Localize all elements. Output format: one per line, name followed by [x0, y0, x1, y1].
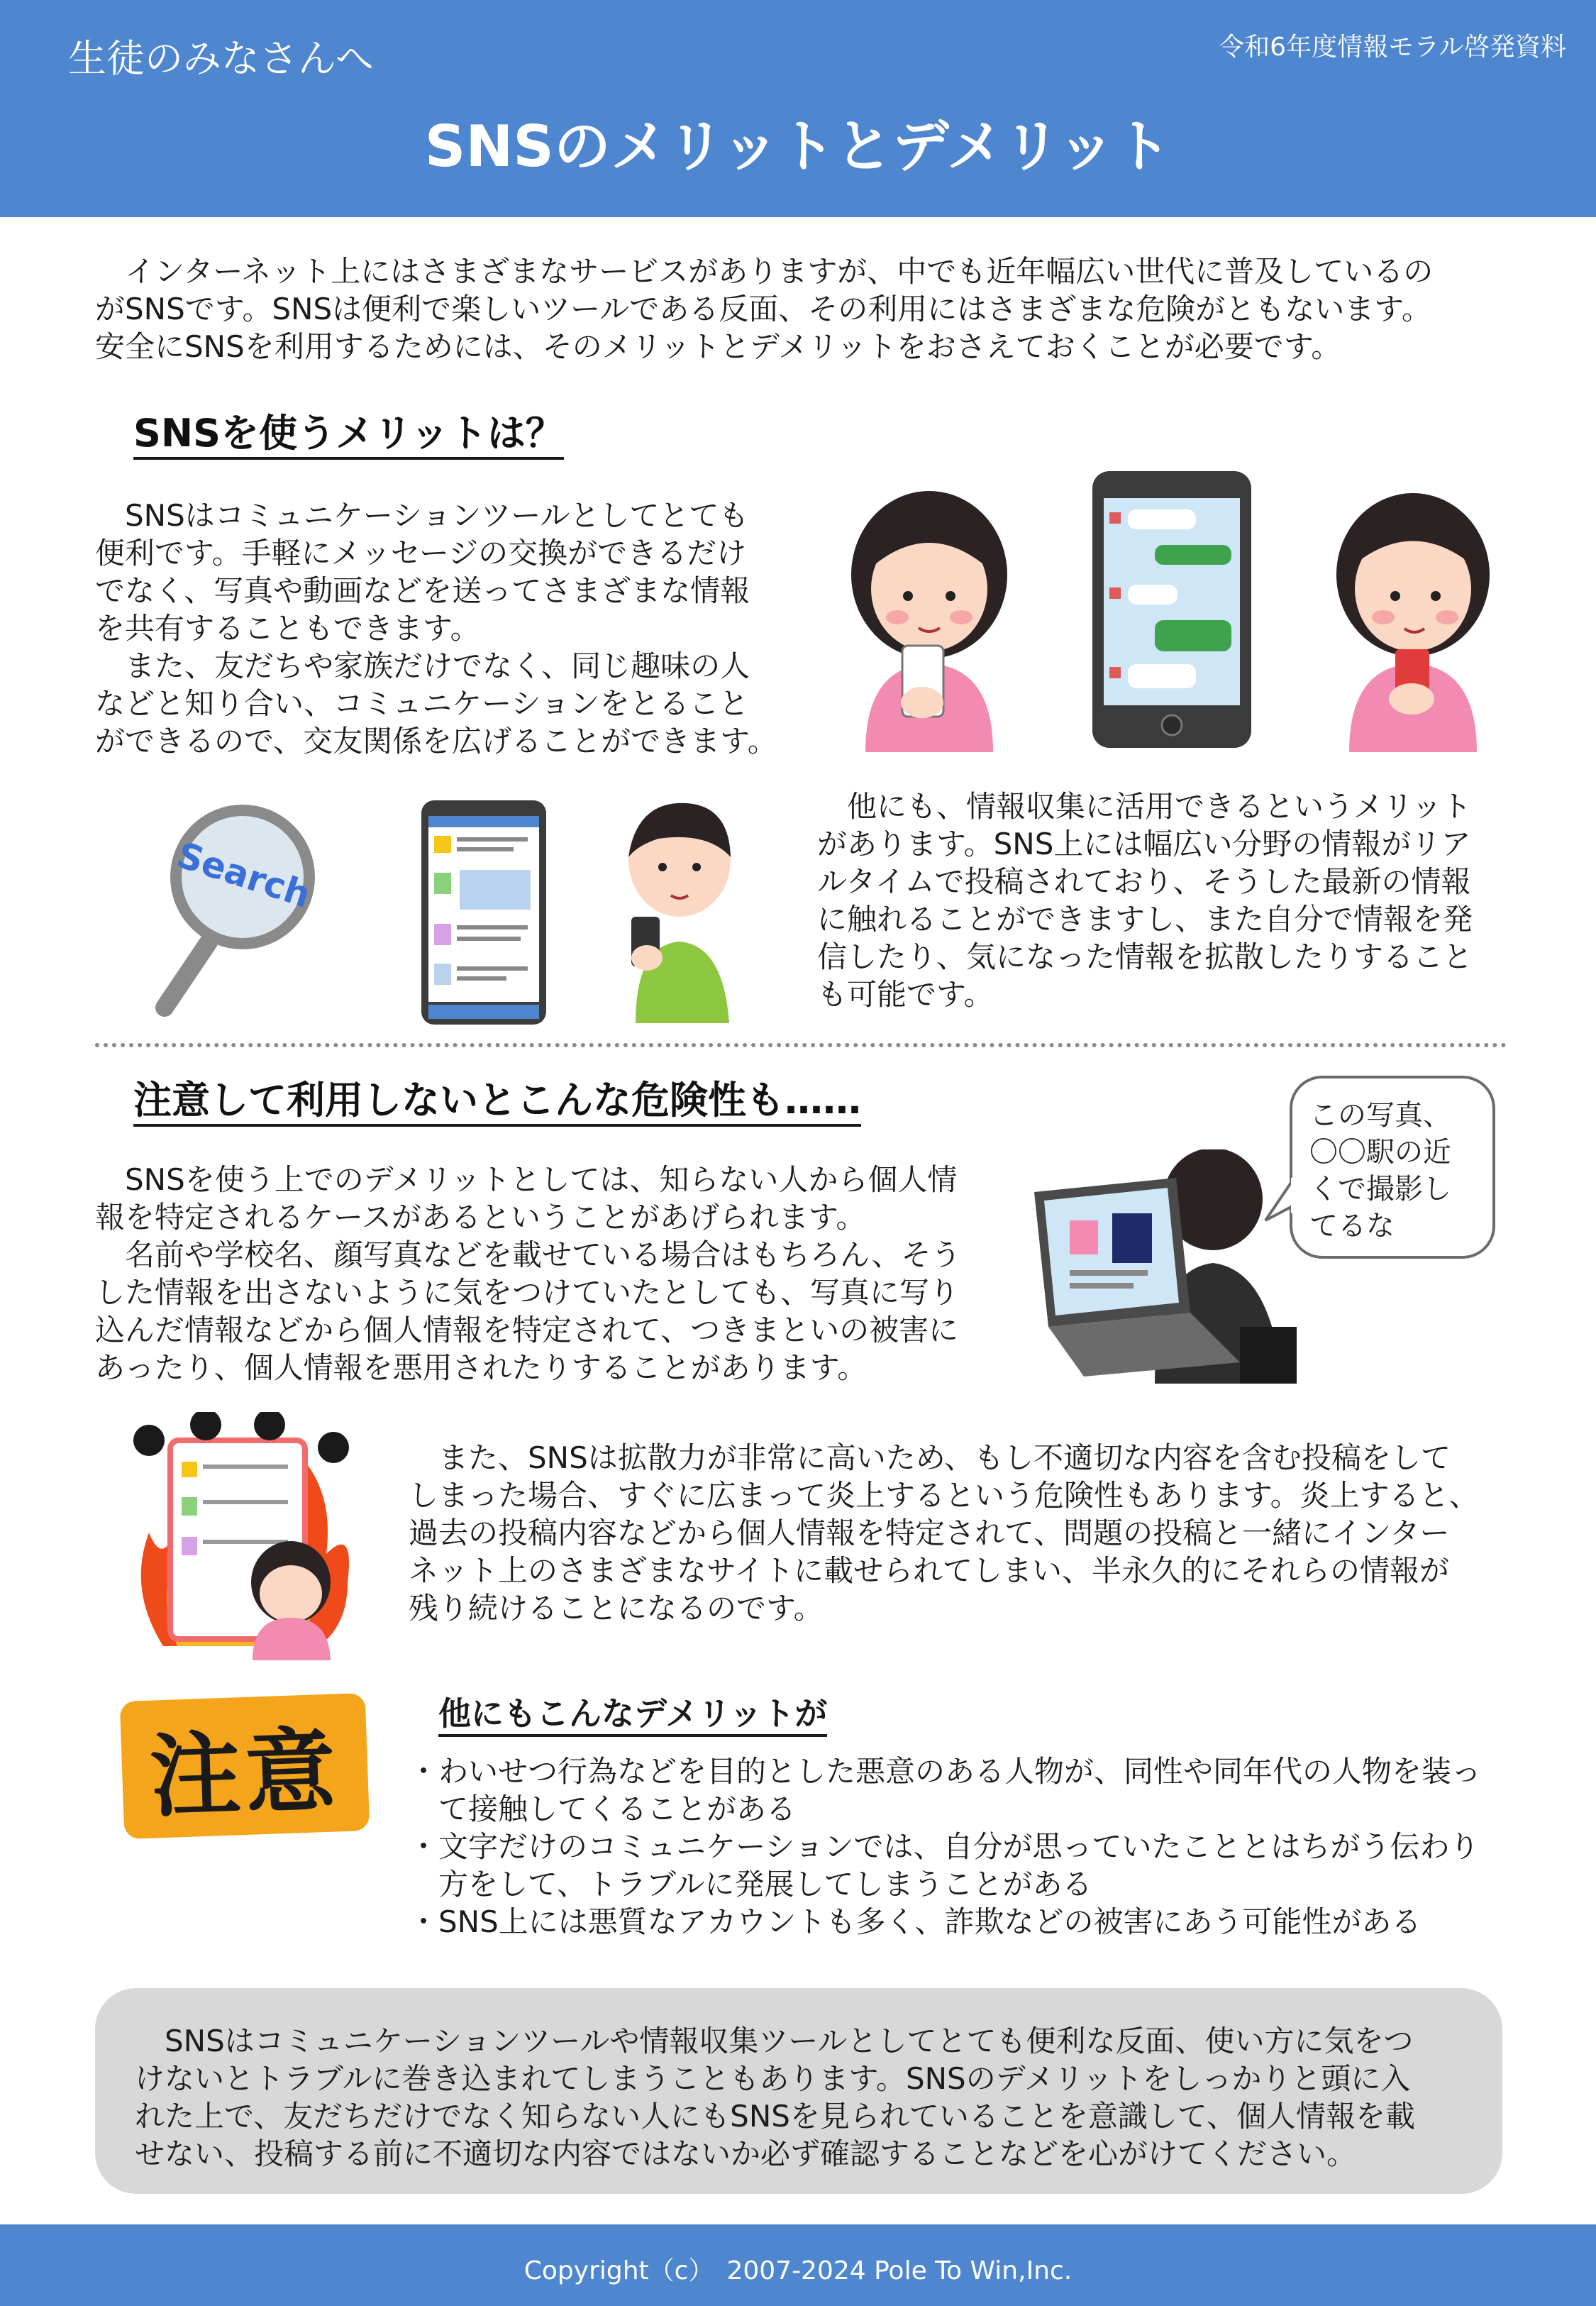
other-demerits-heading: 他にもこんなデメリットが: [438, 1694, 827, 1737]
text-line: ネット上のさまざまなサイトに載せられてしまい、半永久的にそれらの情報が: [409, 1553, 1450, 1588]
document-tag: 令和6年度情報モラル啓発資料: [1219, 33, 1566, 62]
merits-heading: SNSを使うメリットは？: [133, 411, 564, 460]
summary-line: せない、投稿する前に不適切な内容ではないか必ず確認することなどを心がけてください。: [135, 2136, 1357, 2171]
summary-line: SNSはコミュニケーションツールや情報収集ツールとしてとても便利な反面、使い方に気をつ: [135, 2024, 1414, 2058]
text-line: 他にも、情報収集に活用できるというメリット: [817, 789, 1472, 824]
text-line: 便利です。手軽にメッセージの交換ができるだけ: [95, 536, 747, 570]
bubble-line: 〇〇駅の近: [1309, 1136, 1451, 1169]
summary-box: [95, 1988, 1502, 2194]
text-line: 過去の投稿内容などから個人情報を特定されて、問題の投稿と一緒にインター: [409, 1516, 1450, 1550]
boy-with-phone-illustration: [616, 796, 743, 1023]
bubble-line: この写真、: [1309, 1099, 1451, 1132]
text-line: しまった場合、すぐに広まって炎上するという危険性もあります。炎上すると、: [409, 1478, 1479, 1513]
text-line: 残り続けることになるのです。: [409, 1591, 824, 1626]
risks-paragraph-2: [409, 1439, 1515, 1627]
other-demerits-list-wrapper: [409, 1753, 1487, 1941]
text-line: に触れることができますし、また自分で情報を発: [817, 902, 1473, 937]
search-magnifier-illustration: [152, 800, 322, 1020]
text-line: 込んだ情報などから個人情報を特定されて、つきまといの被害に: [95, 1313, 959, 1347]
section-divider: [95, 1043, 1507, 1047]
page-title: SNSのメリットとデメリット: [424, 114, 1172, 180]
bubble-line: てるな: [1309, 1210, 1395, 1242]
text-line: また、友だちや家族だけでなく、同じ趣味の人: [95, 649, 750, 683]
caution-label: 注意: [148, 1718, 342, 1831]
text-line: した情報を出さないように気をつけていたとしても、写真に写り: [95, 1275, 960, 1310]
text-line: などと知り合い、コミュニケーションをとること: [95, 686, 749, 721]
text-line: も可能です。: [817, 977, 994, 1012]
list-item: ・文字だけのコミュニケーションでは、自分が思っていたこととはちがう伝わり方をして、トラブルに発展してしまうことがある: [409, 1829, 1480, 1902]
intro-line: がSNSです。SNSは便利で楽しいツールである反面、その利用にはさまざまな危険がともないます。: [95, 292, 1431, 326]
summary-line: けないとトラブルに巻き込まれてしまうこともあります。SNSのデメリットをしっかりと頭に入: [135, 2061, 1411, 2096]
risks-paragraph-1: [95, 1161, 1017, 1386]
girl-with-red-phone-illustration: [1321, 490, 1505, 752]
search-word: Search: [172, 834, 316, 916]
bubble-line: くで撮影し: [1309, 1173, 1451, 1206]
risks-heading: 注意して利用しないとこんな危険性も……: [133, 1078, 861, 1127]
audience-label: 生徒のみなさんへ: [68, 36, 374, 81]
intro-paragraph: [95, 253, 1514, 365]
text-line: あったり、個人情報を悪用されたりすることがあります。: [95, 1350, 868, 1385]
caution-sign: [120, 1693, 370, 1839]
girl-with-phone-illustration: [837, 490, 1021, 752]
text-line: また、SNSは拡散力が非常に高いため、もし不適切な内容を含む投稿をして: [409, 1440, 1451, 1475]
text-line: SNSを使う上でのデメリットとしては、知らない人から個人情: [95, 1162, 958, 1197]
text-line: 信したり、気になった情報を拡散したりすること: [817, 939, 1473, 974]
text-line: 名前や学校名、顔写真などを載せている場合はもちろん、そう: [95, 1237, 961, 1272]
merits-paragraph-2: [817, 788, 1512, 1013]
text-line: SNSはコミュニケーションツールとしてとても: [95, 498, 749, 533]
text-line: ルタイムで投稿されており、そうした最新の情報: [817, 864, 1471, 899]
speech-bubble: [1290, 1076, 1495, 1259]
online-flaming-illustration: [121, 1412, 369, 1660]
text-line: でなく、写真や動画などを送ってさまざまな情報: [95, 573, 750, 608]
list-item: ・わいせつ行為などを目的とした悪意のある人物が、同性や同年代の人物を装って接触してくることがある: [409, 1754, 1482, 1826]
stalker-at-laptop-illustration: [1027, 1149, 1297, 1384]
other-demerits-list: [409, 1753, 1487, 1941]
text-line: 報を特定されるケースがあるということがあげられます。: [95, 1200, 866, 1235]
list-item: ・SNS上には悪質なアカウントも多く、詐欺などの被害にあう可能性がある: [409, 1904, 1422, 1939]
feed-phone-illustration: [420, 799, 548, 1026]
copyright-text: Copyright（c） 2007-2024 Pole To Win,Inc.: [523, 2256, 1073, 2285]
text-line: があります。SNS上には幅広い分野の情報がリア: [817, 827, 1471, 861]
text-line: ができるので、交友関係を広げることができます。: [95, 724, 777, 758]
intro-line: 安全にSNSを利用するためには、そのメリットとデメリットをおさえておくことが必要です。: [95, 329, 1341, 364]
summary-line: れた上で、友だちだけでなく知らない人にもSNSを見られていることを意識して、個人情報を載: [135, 2099, 1416, 2134]
text-line: を共有することもできます。: [95, 611, 480, 646]
chat-phone-illustration: [1091, 470, 1253, 749]
intro-line: インターネット上にはさまざまなサービスがありますが、中でも近年幅広い世代に普及しているの: [95, 254, 1434, 289]
merits-paragraph-1: [95, 497, 804, 760]
